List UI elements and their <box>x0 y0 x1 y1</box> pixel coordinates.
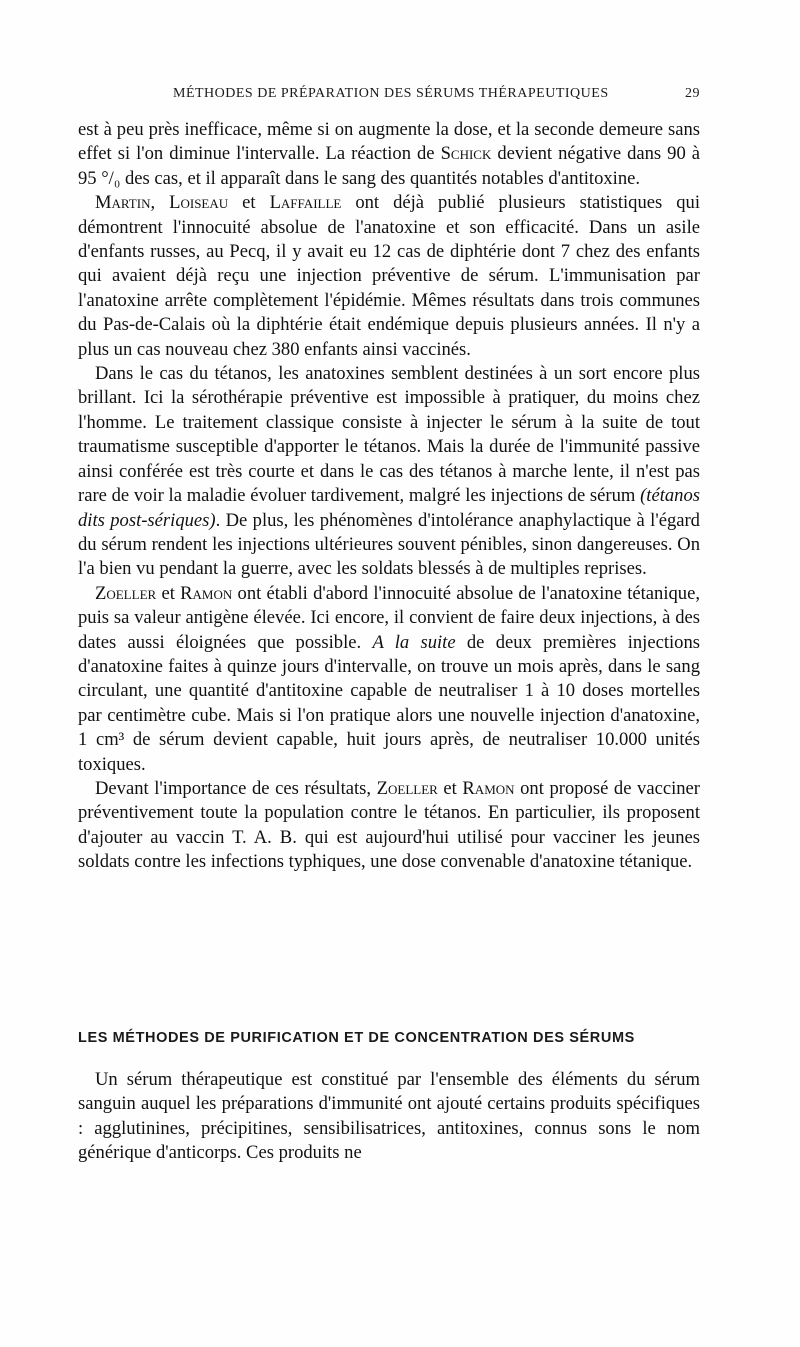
page-number: 29 <box>685 86 700 101</box>
author-name: Martin <box>95 192 151 214</box>
italic-phrase: A la suite <box>372 631 456 653</box>
paragraph: Martin, Loiseau et Laffaille ont déjà publié plusieurs statistiques qui démontrent l'innocuité absolue de l'anatoxine et son efficacité. Dans un asile d'enfants russes, au Pecq, il y avait eu 12 cas de diphtérie dont 7 chez des enfants qui avaient déjà reçu une injection préventive de sérum. L'immunisation par l'anatoxine arrête complètement l'épidémie. Mêmes résultats dans trois communes du Pas-de-Calais où la diphtérie était endémique depuis plusieurs années. Il n'y a plus un cas nouveau chez 380 enfants ainsi vaccinés. <box>78 192 701 360</box>
section-heading: LES MÉTHODES DE PURIFICATION ET DE CONCENTRATION DES SÉRUMS <box>78 1030 635 1046</box>
author-name: Laffaille <box>269 192 342 214</box>
author-name: Zoeller <box>376 777 438 799</box>
running-title: MÉTHODES DE PRÉPARATION DES SÉRUMS THÉRAPEUTIQUES <box>173 86 609 101</box>
paragraph: Devant l'importance de ces résultats, Zoeller et Ramon ont proposé de vacciner préventivement toute la population contre le tétanos. En particulier, ils proposent d'ajouter au vaccin T. A. B. qui est aujourd'hui utilisé pour vacciner les jeunes soldats contre les infections typhiques, une dose convenable d'anatoxine tétanique. <box>78 777 700 873</box>
body-text <box>78 118 700 875</box>
author-name: Ramon <box>180 582 233 604</box>
paragraph: est à peu près inefficace, même si on augmente la dose, et la seconde demeure sans effet si l'on diminue l'intervalle. La réaction de Schick devient négative dans 90 à 95 °/₀ des cas, et il apparaît dans le sang des quantités notables d'antitoxine. <box>78 119 701 189</box>
author-name: Schick <box>440 143 492 165</box>
author-name: Loiseau <box>169 192 229 214</box>
author-name: Zoeller <box>95 582 157 604</box>
paragraph: Dans le cas du tétanos, les anatoxines semblent destinées à un sort encore plus brillant. Ici la sérothérapie préventive est impossible à pratiquer, du moins chez l'homme. Le traitement classique consiste à injecter le sérum à la suite de tout traumatisme susceptible d'apporter le tétanos. Mais la durée de l'immunité passive ainsi conférée est très courte et dans le cas des tétanos à marche lente, il n'est pas rare de voir la maladie évoluer tardivement, malgré les injections de sérum (tétanos dits post-sériques). De plus, les phénomènes d'intolérance anaphylactique à l'égard du sérum rendent les injections ultérieures souvent pénibles, sinon dangereuses. On l'a bien vu pendant la guerre, avec les soldats blessés à de multiples reprises. <box>78 363 700 580</box>
italic-phrase: (tétanos dits post-sériques) <box>78 485 700 531</box>
paragraph: Zoeller et Ramon ont établi d'abord l'innocuité absolue de l'anatoxine tétanique, puis sa valeur antigène élevée. Ici encore, il convient de faire deux injections, à des dates aussi éloignées que possible. A la suite de deux premières injections d'anatoxine faites à quinze jours d'intervalle, on trouve un mois après, dans le sang circulant, une quantité d'antitoxine capable de neutraliser 1 à 10 doses mortelles par centimètre cube. Mais si l'on pratique alors une nouvelle injection d'anatoxine, 1 cm³ de sérum devient capable, huit jours après, de neutraliser 10.000 unités toxiques. <box>78 582 701 775</box>
paragraph: Un sérum thérapeutique est constitué par l'ensemble des éléments du sérum sanguin auquel les préparations d'immunité ont ajouté certains produits spécifiques : agglutinines, précipitines, sensibilisatrices, antitoxines, connus sons le nom générique d'anticorps. Ces produits ne <box>78 1069 700 1164</box>
author-name: Ramon <box>462 777 515 799</box>
